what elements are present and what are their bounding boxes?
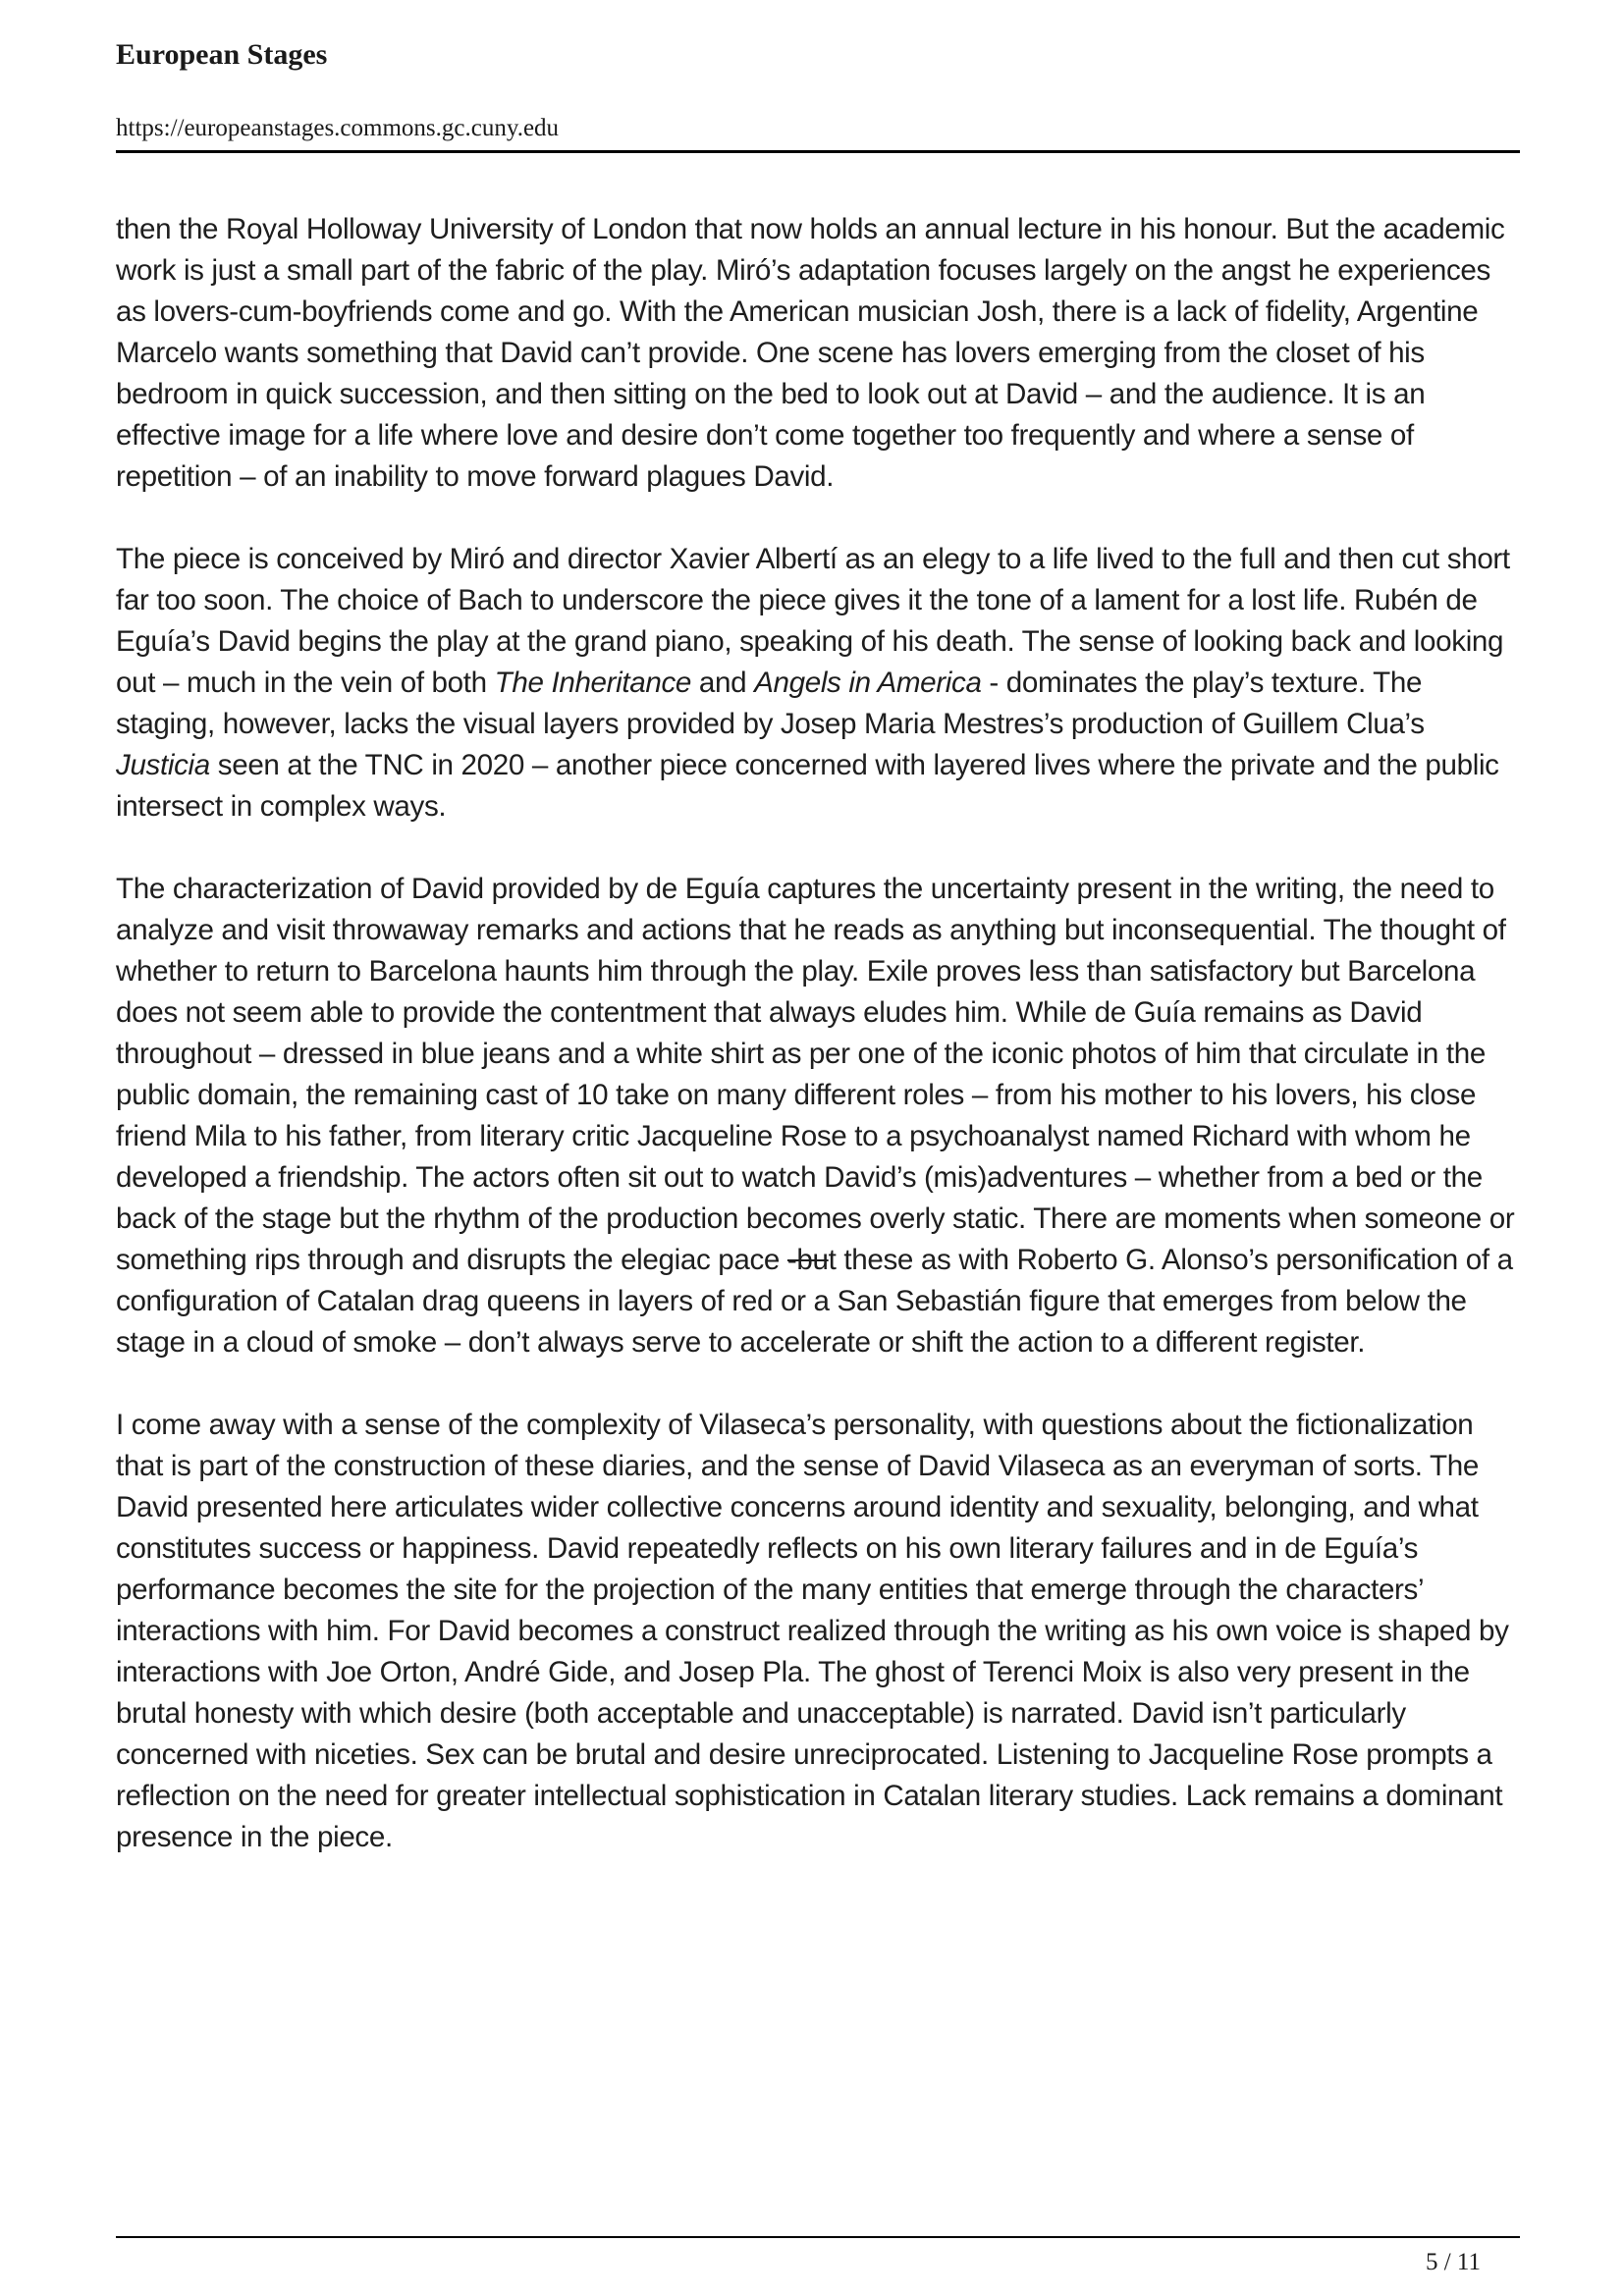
italic-title: Justicia [116, 749, 210, 781]
italic-title: The Inheritance [494, 667, 692, 699]
site-url: https://europeanstages.commons.gc.cuny.edu [116, 115, 560, 141]
italic-title: Angels in America [754, 667, 982, 699]
paragraph-text: t these as with Roberto G. Alonso’s personification of a configuration of Catalan drag queens in layers of red or a San Sebastián figure that emerges from below the stage in a cloud of smoke – don’t always serve to accelerate or shift the action to a different register. [116, 1244, 1513, 1359]
header-divider [116, 150, 1520, 153]
paragraph-text: then the Royal Holloway University of London that now holds an annual lecture in his honour. But the academic work is just a small part of the fabric of the play. Miró’s adaptation focuses largely on the angst he experiences as lovers-cum-boyfriends come and go. With the American musician Josh, there is a lack of fidelity, Argentine Marcelo wants something that David can’t provide. One scene has lovers emerging from the closet of his bedroom in quick succession, and then sitting on the bed to look out at David – and the audience. It is an effective image for a life where love and desire don’t come together too frequently and where a sense of repetition – of an inability to move forward plagues David. [116, 213, 1505, 493]
article-paragraph [116, 869, 1526, 1363]
article-body [116, 209, 1526, 1858]
paragraph-text: and [691, 667, 755, 699]
article-paragraph [116, 1405, 1526, 1858]
article-paragraph [116, 539, 1526, 828]
paragraph-text: I come away with a sense of the complexity of Vilaseca’s personality, with questions about the fictionalization that is part of the construction of these diaries, and the sense of David Vilaseca as an everyman of sorts. The David presented here articulates wider collective concerns around identity and sexuality, belonging, and what constitutes success or happiness. David repeatedly reflects on his own literary failures and in de Eguía’s performance becomes the site for the projection of the many entities that emerge through the characters’ interactions with him. For David becomes a construct realized through the writing as his own voice is shaped by interactions with Joe Orton, André Gide, and Josep Pla. The ghost of Terenci Moix is also very present in the brutal honesty with which desire (both acceptable and unacceptable) is narrated. David isn’t particularly concerned with niceties. Sex can be brutal and desire unreciprocated. Listening to Jacqueline Rose prompts a reflection on the need for greater intellectual sophistication in Catalan literary studies. Lack remains a dominant presence in the piece. [116, 1409, 1509, 1853]
site-title: European Stages [116, 38, 328, 71]
page-number: 5 / 11 [1425, 2249, 1481, 2275]
paragraph-text: The piece is conceived by Miró and director Xavier Albertí as an elegy to a life lived to the full and then cut short far too soon. The choice of Bach to underscore the piece gives it the tone of a lament for a lost life. Rubén de Eguía’s David begins the play at the grand piano, speaking of his death. The sense of looking back and looking out – much in the vein of both [116, 543, 1510, 699]
paragraph-text: The characterization of David provided by de Eguía captures the uncertainty present in the writing, the need to analyze and visit throwaway remarks and actions that he reads as anything but inconsequential. The thought of whether to return to Barcelona haunts him through the play. Exile proves less than satisfactory but Barcelona does not seem able to provide the contentment that always eludes him. While de Guía remains as David throughout – dressed in blue jeans and a white shirt as per one of the iconic photos of him that circulate in the public domain, the remaining cast of 10 take on many different roles – from his mother to his lovers, his close friend Mila to his father, from literary critic Jacqueline Rose to a psychoanalyst named Richard with whom he developed a friendship. The actors often sit out to watch David’s (mis)adventures – whether from a bed or the back of the stage but the rhythm of the production becomes overly static. There are moments when someone or something rips through and disrupts the elegiac pace [116, 873, 1515, 1276]
page-header [116, 35, 1520, 145]
article-paragraph [116, 209, 1526, 498]
paragraph-text: - dominates the play’s texture. The staging, however, lacks the visual layers provided by Josep Maria Mestres’s production of Guillem Clua’s [116, 667, 1425, 740]
struck-text: -bu [786, 1244, 829, 1276]
footer-divider [116, 2236, 1520, 2238]
paragraph-text: seen at the TNC in 2020 – another piece concerned with layered lives where the private and the public intersect in complex ways. [116, 749, 1499, 823]
